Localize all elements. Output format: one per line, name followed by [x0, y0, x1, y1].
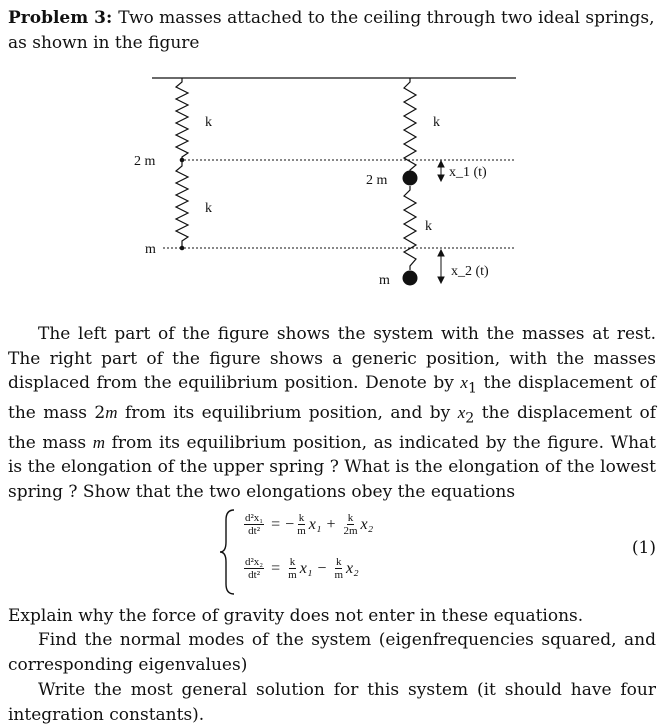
right-upper-spring — [404, 78, 416, 172]
equation-number: (1) — [631, 538, 656, 558]
eq2-frac1: $\frac{k}{m}$ — [288, 556, 297, 581]
left-lower-mass — [180, 246, 185, 251]
right-lower-mass — [403, 271, 418, 286]
problem-heading — [8, 6, 656, 56]
eq2-frac2: $\frac{k}{m}$ — [334, 556, 343, 581]
x1-displacement-label: x_1 (t) — [449, 165, 487, 180]
left-upper-spring — [176, 78, 188, 158]
right-upper-spring-label: k — [433, 115, 440, 130]
equation-system — [218, 508, 518, 596]
right-lower-spring — [404, 186, 416, 270]
equation-1: $\frac{\text{d²x₁}}{\text{dt²}}$ = − $\frac{k}{m}$ x₁ + $\frac{k}{2m}$ x₂ — [245, 512, 374, 537]
left-upper-mass — [180, 158, 185, 163]
right-lower-mass-label: m — [379, 273, 390, 288]
eq1-frac2: $\frac{k}{2m}$ — [343, 512, 358, 537]
eq2-lhs: $\frac{\text{d²x₂}}{\text{dt²}}$ — [245, 556, 264, 581]
eq1-lhs: $\frac{\text{d²x₁}}{\text{dt²}}$ — [245, 512, 264, 537]
x2-displacement-arrow — [438, 250, 444, 283]
question-normal-modes: Find the normal modes of the system (eigenfrequencies squared, and corresponding eigenvalues) — [8, 630, 656, 675]
x2-displacement-label: x_2 (t) — [451, 264, 489, 279]
x1-displacement-arrow — [438, 161, 444, 181]
left-upper-mass-label: 2 m — [134, 154, 156, 169]
eq1-frac1: $\frac{k}{m}$ — [297, 512, 306, 537]
problem-number: Problem 3: — [8, 8, 113, 28]
left-lower-mass-label: m — [145, 242, 156, 257]
right-upper-mass-label: 2 m — [366, 173, 388, 188]
problem-statement: Two masses attached to the ceiling through two ideal springs, as shown in the figure — [8, 8, 655, 53]
left-lower-spring-label: k — [205, 201, 212, 216]
question-general-solution: Write the most general solution for this system (it should have four integration constants). — [8, 680, 656, 725]
left-brace — [218, 508, 238, 596]
right-upper-mass — [403, 171, 418, 186]
question-gravity: Explain why the force of gravity does not enter in these equations. — [8, 606, 584, 626]
right-lower-spring-label: k — [425, 219, 432, 234]
left-upper-spring-label: k — [205, 115, 212, 130]
equation-2: $\frac{\text{d²x₂}}{\text{dt²}}$ = $\frac{k}{m}$ x₁ − $\frac{k}{m}$ x₂ — [245, 556, 359, 581]
problem-description: The left part of the figure shows the system with the masses at rest. The right part of the figure shows a generic position, with the masses displaced from the equilibrium position. Denote by $x_1$ the displacement of the mass 2m from its equilibrium position, and by $x_2$ the displacement of the mass m from its equilibrium position, as indicated by the figure. What is the elongation of the upper spring ? What is the elongation of the lowest spring ? Show that the two elongations obey the equations — [8, 324, 656, 502]
spring-mass-figure — [0, 70, 664, 305]
left-lower-spring — [176, 162, 188, 246]
